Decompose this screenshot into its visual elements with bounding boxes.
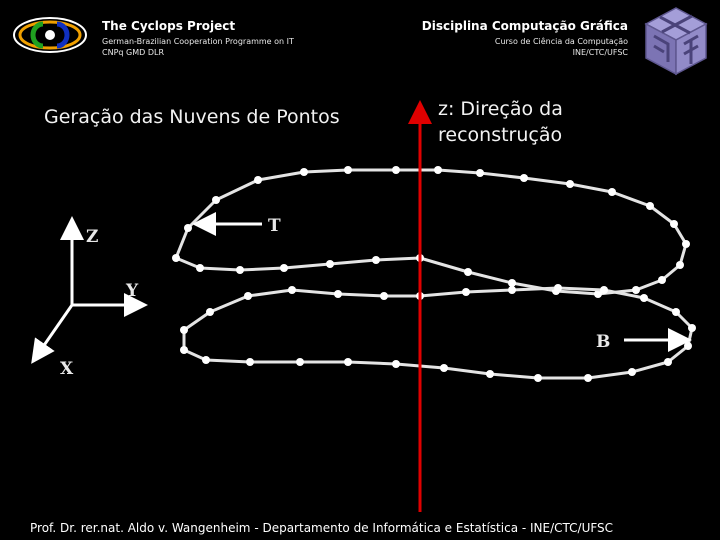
course-title: Disciplina Computação Gráfica <box>421 19 628 33</box>
course-name: Curso de Ciência da Computação <box>494 37 628 46</box>
axis-y-label: Y <box>126 281 139 301</box>
project-programme: German-Brazilian Cooperation Programme on IT <box>102 37 294 46</box>
slide-heading: Geração das Nuvens de Pontos <box>44 106 340 128</box>
lower-contour <box>180 284 696 382</box>
project-title: The Cyclops Project <box>102 19 236 33</box>
footer-credit: Prof. Dr. rer.nat. Aldo v. Wangenheim - Departamento de Informática e Estatística - INE/CTC/UFSC <box>30 521 614 535</box>
label-t: T <box>268 216 281 236</box>
project-partners: CNPq GMD DLR <box>102 48 164 57</box>
axis-z-label: Z <box>86 227 99 247</box>
axis-x-label: X <box>60 359 74 379</box>
reconstruction-annotation: z: Direção da reconstrução <box>438 98 563 146</box>
label-b: B <box>596 332 611 352</box>
course-department: INE/CTC/UFSC <box>572 48 628 57</box>
upper-contour <box>172 166 690 298</box>
